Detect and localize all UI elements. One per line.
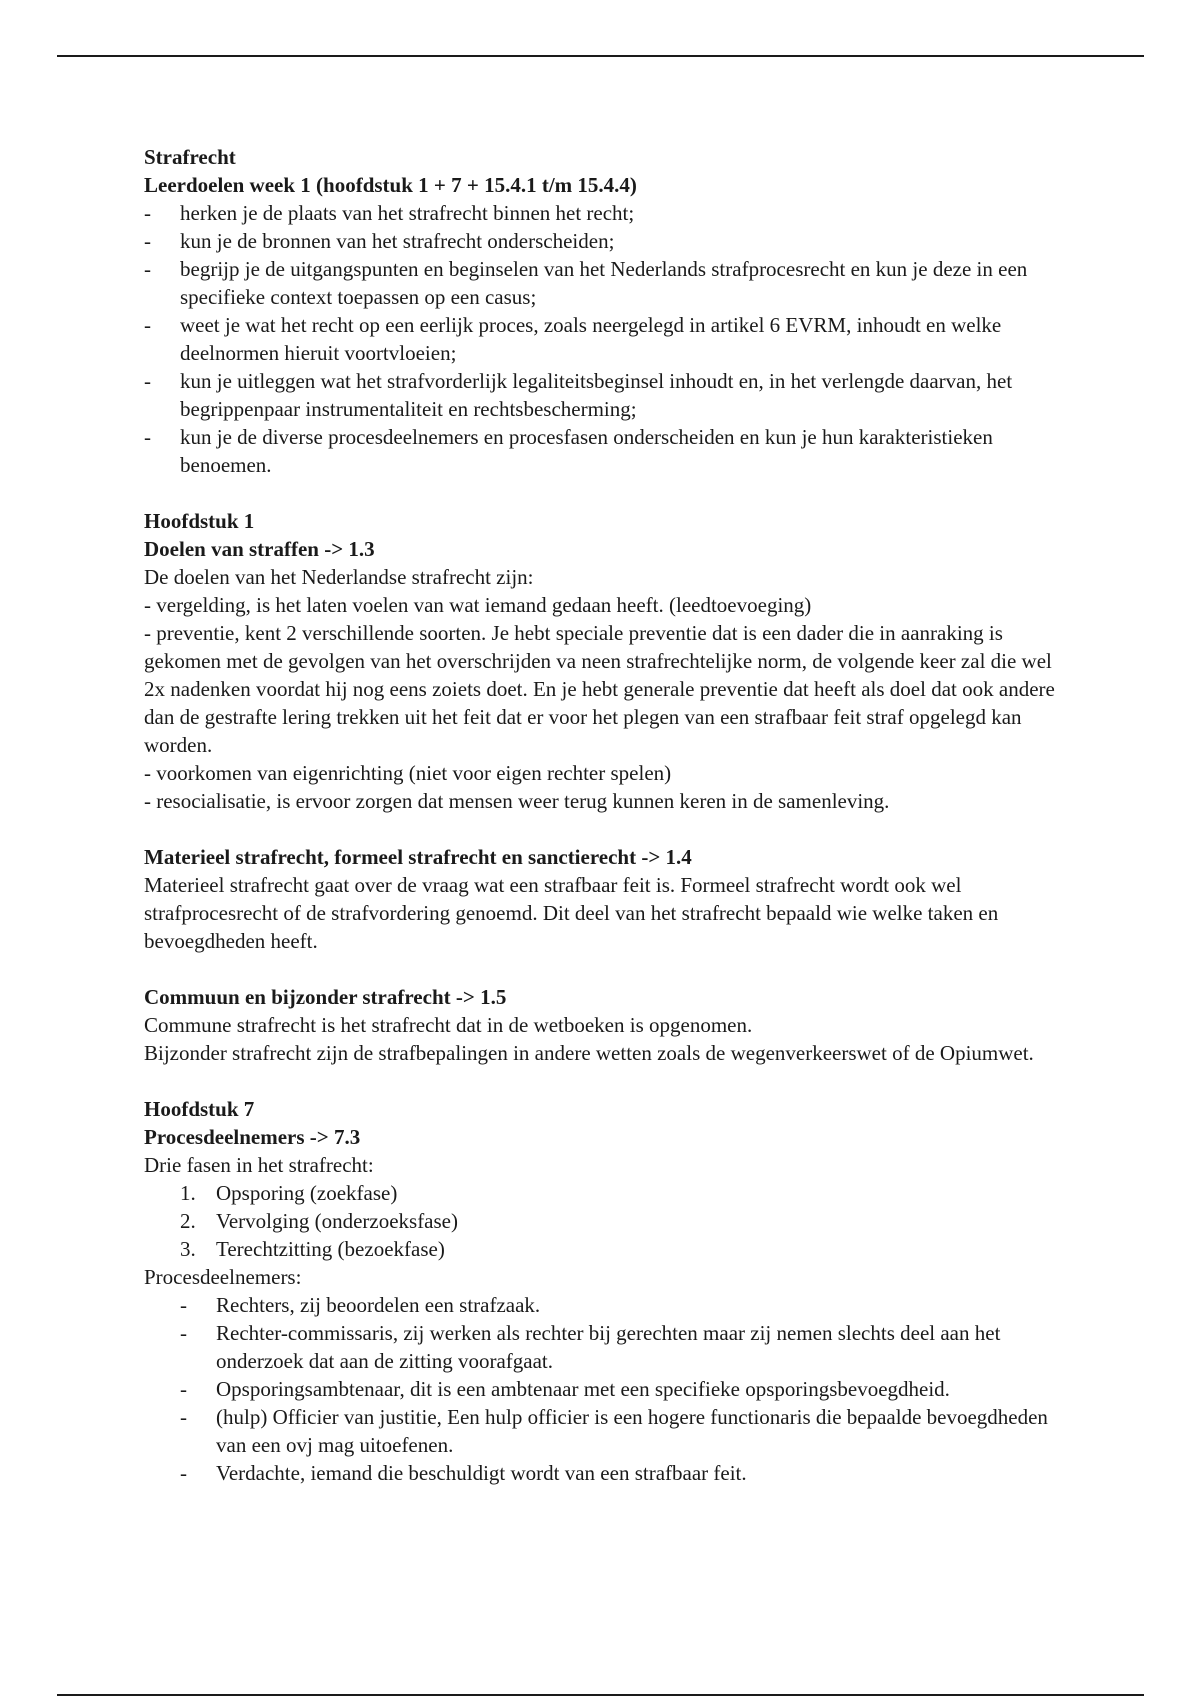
section-heading: Doelen van straffen -> 1.3 bbox=[144, 537, 375, 561]
paragraph: - preventie, kent 2 verschillende soorten. Je hebt speciale preventie dat is een dader die in aanraking is gekomen met de gevolgen van het overschrijden va neen strafrechtelijke norm, de volgende keer zal die wel 2x nadenken voordat hij nog eens zoiets doet. En je hebt generale preventie dat heeft als doel dat ook andere dan de gestrafte lering trekken uit het feit dat er voor het plegen van een strafbaar feit straf opgelegd kan worden. bbox=[144, 621, 1055, 757]
dash-bullet: - bbox=[144, 201, 151, 225]
dash-bullet: - bbox=[180, 1321, 187, 1345]
list-item: 1. Opsporing (zoekfase) bbox=[180, 1181, 398, 1205]
dash-bullet: - bbox=[144, 229, 151, 253]
list-item: 2. Vervolging (onderzoeksfase) bbox=[180, 1209, 458, 1233]
list-item: 3. Terechtzitting (bezoekfase) bbox=[180, 1237, 445, 1261]
chapter-heading: Hoofdstuk 7 bbox=[144, 1097, 255, 1121]
dash-bullet: - bbox=[180, 1461, 187, 1485]
section-heading: Procesdeelnemers -> 7.3 bbox=[144, 1125, 361, 1149]
dash-bullet: - bbox=[144, 369, 151, 393]
header-rule bbox=[57, 55, 1144, 57]
list-item: - begrijp je de uitgangspunten en beginselen van het Nederlands strafprocesrecht en kun je deze in een specifieke context toepassen op een casus; bbox=[144, 257, 1028, 309]
section-heading: Materieel strafrecht, formeel strafrecht en sanctierecht -> 1.4 bbox=[144, 845, 692, 869]
paragraph: Bijzonder strafrecht zijn de strafbepalingen in andere wetten zoals de wegenverkeerswet of de Opiumwet. bbox=[144, 1041, 1034, 1065]
list-item: - kun je de bronnen van het strafrecht onderscheiden; bbox=[144, 229, 615, 253]
list-item: - (hulp) Officier van justitie, Een hulp officier is een hogere functionaris die bepaalde bevoegdheden van een ovj mag uitoefenen. bbox=[180, 1405, 1048, 1457]
list-item: - herken je de plaats van het strafrecht binnen het recht; bbox=[144, 201, 635, 225]
paragraph: Materieel strafrecht gaat over de vraag wat een strafbaar feit is. Formeel strafrecht wordt ook wel strafprocesrecht of de strafvordering genoemd. Dit deel van het strafrecht bepaald wie welke taken en bevoegdheden heeft. bbox=[144, 873, 999, 953]
paragraph: Drie fasen in het strafrecht: bbox=[144, 1153, 374, 1177]
list-item: - Rechters, zij beoordelen een strafzaak. bbox=[180, 1293, 541, 1317]
dash-bullet: - bbox=[144, 425, 151, 449]
dash-bullet: - bbox=[180, 1377, 187, 1401]
learning-goals-list bbox=[144, 199, 1074, 479]
list-item: - Opsporingsambtenaar, dit is een ambtenaar met een specifieke opsporingsbevoegdheid. bbox=[180, 1377, 950, 1401]
chapter-heading: Hoofdstuk 1 bbox=[144, 509, 255, 533]
paragraph: Procesdeelnemers: bbox=[144, 1265, 302, 1289]
paragraph: - voorkomen van eigenrichting (niet voor eigen rechter spelen) bbox=[144, 761, 672, 785]
dash-bullet: - bbox=[180, 1405, 187, 1429]
footer-rule bbox=[57, 1694, 1144, 1696]
paragraph: - vergelding, is het laten voelen van wat iemand gedaan heeft. (leedtoevoeging) bbox=[144, 593, 812, 617]
dash-bullet: - bbox=[180, 1293, 187, 1317]
phases-list bbox=[144, 1179, 1074, 1263]
dash-bullet: - bbox=[144, 257, 151, 281]
list-item: - Verdachte, iemand die beschuldigt wordt van een strafbaar feit. bbox=[180, 1461, 747, 1485]
paragraph: - resocialisatie, is ervoor zorgen dat mensen weer terug kunnen keren in de samenleving. bbox=[144, 789, 890, 813]
list-item: - Rechter-commissaris, zij werken als rechter bij gerechten maar zij nemen slechts deel aan het onderzoek dat aan de zitting voorafgaat. bbox=[180, 1321, 1001, 1373]
learning-goals-heading: Leerdoelen week 1 (hoofdstuk 1 + 7 + 15.4.1 t/m 15.4.4) bbox=[144, 173, 637, 197]
section-heading: Commuun en bijzonder strafrecht -> 1.5 bbox=[144, 985, 507, 1009]
list-item: - kun je de diverse procesdeelnemers en procesfasen onderscheiden en kun je hun karakteristieken benoemen. bbox=[144, 425, 993, 477]
list-item: - kun je uitleggen wat het strafvorderlijk legaliteitsbeginsel inhoudt en, in het verlengde daarvan, het begrippenpaar instrumentaliteit en rechtsbescherming; bbox=[144, 369, 1013, 421]
paragraph: Commune strafrecht is het strafrecht dat in de wetboeken is opgenomen. bbox=[144, 1013, 753, 1037]
document-body bbox=[144, 143, 1074, 1487]
paragraph: De doelen van het Nederlandse strafrecht zijn: bbox=[144, 565, 534, 589]
participants-list bbox=[144, 1291, 1074, 1487]
list-item: - weet je wat het recht op een eerlijk proces, zoals neergelegd in artikel 6 EVRM, inhoudt en welke deelnormen hieruit voortvloeien; bbox=[144, 313, 1002, 365]
document-title: Strafrecht bbox=[144, 145, 236, 169]
dash-bullet: - bbox=[144, 313, 151, 337]
